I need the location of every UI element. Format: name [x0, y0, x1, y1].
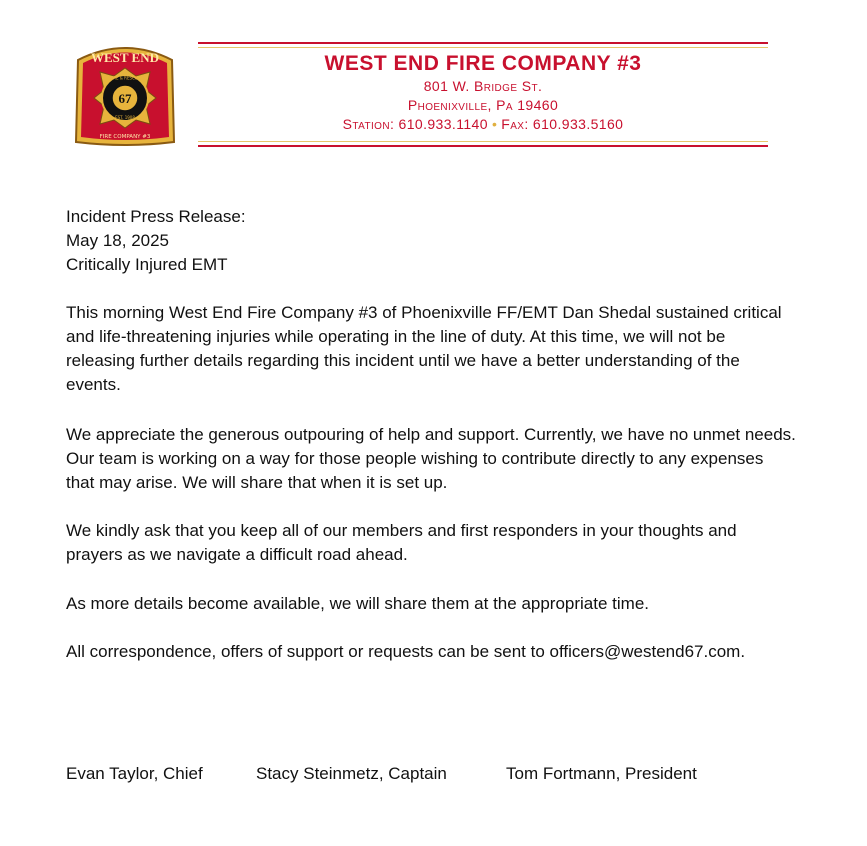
release-heading: Incident Press Release:	[66, 207, 246, 226]
organization-name: WEST END FIRE COMPANY #3	[324, 52, 642, 75]
fax-number: Fax: 610.933.5160	[501, 116, 624, 132]
paragraph-support: We appreciate the generous outpouring of help and support. Currently, we have no unmet needs. Our team is working on a way for those people wishing to contribute directly to any expenses that may arise. We will share that when it is set up.	[66, 425, 796, 492]
separator-dot: •	[491, 116, 498, 132]
logo-top-text: WEST END	[90, 50, 160, 65]
paragraph-updates: As more details become available, we will share them at the appropriate time.	[66, 594, 650, 613]
logo-ring-bottom-text: EST. 1908	[115, 115, 135, 120]
letterhead-text	[198, 52, 768, 133]
bottom-red-rule	[198, 145, 768, 147]
logo-ring-top-text: FIRE & RESCUE	[109, 75, 141, 81]
paragraph-thoughts: We kindly ask that you keep all of our members and first responders in your thoughts and prayers as we navigate a difficult road ahead.	[66, 521, 737, 564]
fire-company-badge-logo	[70, 42, 180, 148]
top-red-rule	[198, 42, 768, 44]
logo-number: 67	[118, 91, 132, 106]
address-line-1: 801 W. Bridge St.	[423, 78, 543, 94]
signature-president: Tom Fortmann, President	[506, 764, 697, 783]
top-gold-rule	[198, 47, 768, 48]
contact-line	[198, 116, 768, 133]
paragraph-contact: All correspondence, offers of support or requests can be sent to officers@westend67.com.	[66, 642, 746, 661]
signature-chief: Evan Taylor, Chief	[66, 764, 203, 783]
station-phone: Station: 610.933.1140	[342, 116, 488, 132]
address-line-2: Phoenixville, Pa 19460	[407, 97, 559, 113]
paragraph-incident: This morning West End Fire Company #3 of Phoenixville FF/EMT Dan Shedal sustained critical and life-threatening injuries while operating in the line of duty. At this time, we will not be releasing further details regarding this incident until we have a better understanding of the events.	[66, 303, 782, 394]
signature-captain: Stacy Steinmetz, Captain	[256, 764, 447, 783]
bottom-gold-rule	[198, 141, 768, 142]
release-header	[66, 205, 246, 277]
release-subject: Critically Injured EMT	[66, 255, 228, 274]
logo-bottom-text: FIRE COMPANY #3	[99, 134, 151, 140]
release-date: May 18, 2025	[66, 231, 170, 250]
